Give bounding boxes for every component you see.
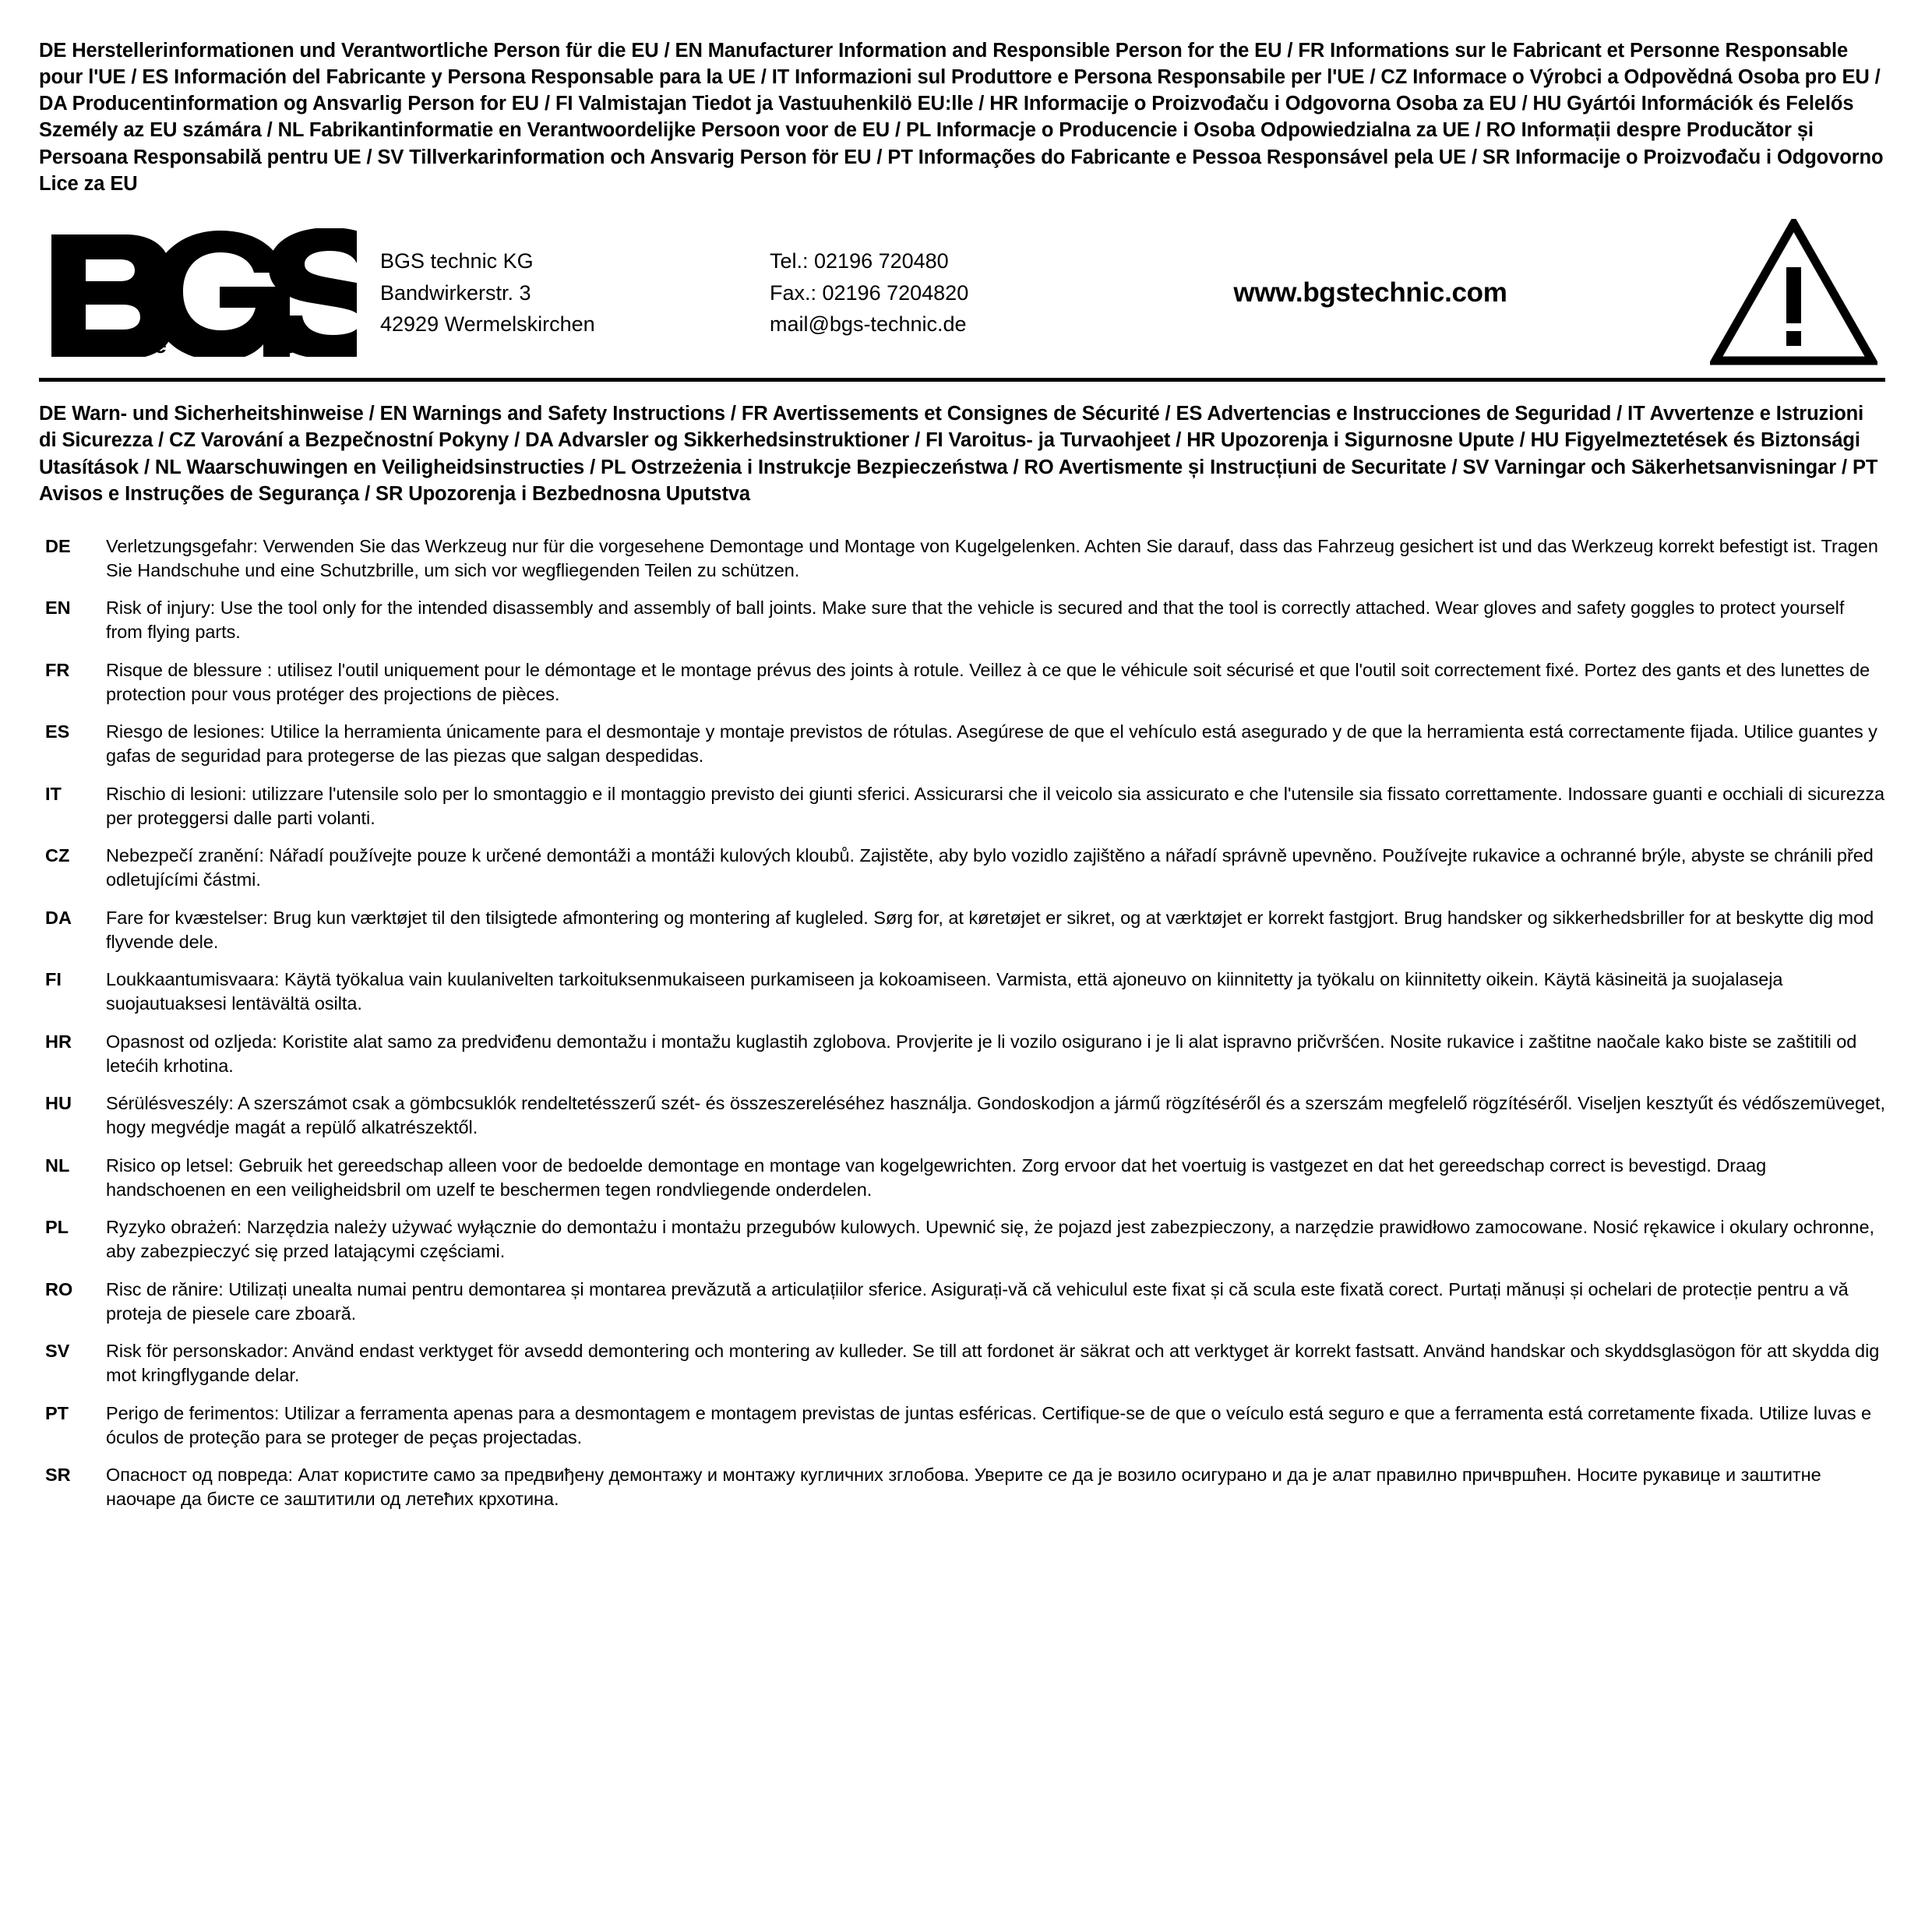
warning-text: Nebezpečí zranění: Nářadí používejte pouze k určené demontáži a montáži kulových kloubů. Zajistěte, aby bylo vozidlo zajištěno a nářadí správně upevněno. Používejte rukavice a ochranné brýle, abyste se chránili před odletujícími částmi. xyxy=(106,845,1874,890)
language-code: SV xyxy=(45,1341,70,1362)
svg-text:t e c h n i c: t e c h n i c xyxy=(132,333,300,358)
warning-text: Risk of injury: Use the tool only for the intended disassembly and assembly of ball joints. Make sure that the vehicle is secured and that the tool is correctly attached. Wear gloves and safety goggles to protect yourself from flying parts. xyxy=(106,598,1845,643)
manufacturer-info-heading: DE Herstellerinformationen und Verantwortliche Person für die EU / EN Manufacturer Information and Responsible Person for the EU / FR Informations sur le Fabricant et Personne Responsable pour l'UE / ES Información del Fabricante y Persona Responsable para la UE / IT Informazioni sul Produttore e Persona Responsabile per l'UE / CZ Informace o Výrobci a Odpovědná Osoba pro EU / DA Producentinformation og Ansvarlig Person for EU / FI Valmistajan Tiedot ja Vastuuhenkilö EU:lle / HR Informacije o Proizvođaču i Odgovorna Osoba za EU / HU Gyártói Információk és Felelős Személy az EU számára / NL Fabrikantinformatie en Verantwoordelijke Persoon voor de EU / PL Informacje o Producencie i Osoba Odpowiedzialna za UE / RO Informații despre Producător și Persoana Responsabilă pentru UE / SV Tillverkarinformation och Ansvarig Person för EU / PT Informações do Fabricante e Pessoa Responsável pela UE / SR Informacije o Proizvođaču i Odgovorno Lice za EU xyxy=(39,40,1884,195)
warning-text: Riesgo de lesiones: Utilice la herramienta únicamente para el desmontaje y montaje previstos de rótulas. Asegúrese de que el vehículo está asegurado y de que la herramienta está correctamente fijada. Utilice guantes y gafas de seguridad para protegerse de las piezas que salgan despedidas. xyxy=(106,721,1877,767)
document-header xyxy=(39,214,1885,382)
phone-line: Tel.: 02196 720480 xyxy=(770,249,949,273)
website-wrap xyxy=(1066,277,1690,308)
list-item xyxy=(39,844,1885,893)
language-code: EN xyxy=(45,598,71,619)
bgs-logo xyxy=(39,228,372,357)
language-code: CZ xyxy=(45,845,70,866)
list-item xyxy=(39,1091,1885,1141)
fax-line: Fax.: 02196 7204820 xyxy=(770,280,969,305)
warning-text: Ryzyko obrażeń: Narzędzia należy używać wyłącznie do demontażu i montażu przegubów kulowych. Upewnić się, że pojazd jest zabezpieczony, a narzędzie prawidłowo zamocowane. Nosić rękawice i okulary ochronne, aby zabezpieczyć się przed latającymi częściami. xyxy=(106,1217,1874,1262)
list-item xyxy=(39,1215,1885,1264)
company-contact xyxy=(770,245,1066,340)
list-item xyxy=(39,1278,1885,1327)
language-code: NL xyxy=(45,1155,70,1176)
safety-instructions-heading: DE Warn- und Sicherheitshinweise / EN Warnings and Safety Instructions / FR Avertissements et Consignes de Sécurité / ES Advertencias e Instrucciones de Seguridad / IT Avvertenze e Istruzioni di Sicurezza / CZ Varování a Bezpečnostní Pokyny / DA Advarsler og Sikkerhedsinstruktioner / FI Varoitus- ja Turvaohjeet / HR Upozorenja i Sigurnosne Upute / HU Figyelmeztetések és Biztonsági Utasítások / NL Waarschuwingen en Veiligheidsinstructies / PL Ostrzeżenia i Instrukcje Bezpieczeństwa / RO Avertismente și Instrucțiuni de Securitate / SV Varningar och Säkerhetsanvisningar / PT Avisos e Instruções de Segurança / SR Upozorenja i Bezbednosna Uputstva xyxy=(39,402,1878,506)
warning-text: Fare for kvæstelser: Brug kun værktøjet til den tilsigtede afmontering og montering af kugleled. Sørg for, at køretøjet er sikret, og at værktøjet er korrekt fastgjort. Brug handsker og sikkerhedsbriller for at beskytte dig mod flyvende dele. xyxy=(106,907,1874,952)
website-url[interactable]: www.bgstechnic.com xyxy=(1233,277,1507,308)
language-code: PL xyxy=(45,1217,69,1238)
warning-text: Опасност од повреда: Алат користите само за предвиђену демонтажу и монтажу кугличних зглобова. Уверите се да је возило осигурано и да је алат правилно причвршћен. Носите рукавице и заштитне наочаре да бисте се заштитили од летећих крхотина. xyxy=(106,1465,1821,1510)
warning-text: Risc de rănire: Utilizați unealta numai pentru demontarea și montarea prevăzută a articulațiilor sferice. Asigurați-vă că vehiculul este fixat și că scula este fixată corect. Purtați mănuși și ochelari de protecție pentru a vă proteja de piesele care zboară. xyxy=(106,1278,1849,1324)
svg-text:R: R xyxy=(343,234,352,247)
warning-text: Risk för personskador: Använd endast verktyget för avsedd demontering och montering av kulleder. Se till att fordonet är säkrat och att verktyget är korrekt fastsatt. Använd handskar och skyddsglasögon för att skydda dig mot kringflygande delar. xyxy=(106,1341,1880,1386)
company-address-block xyxy=(372,245,1066,340)
list-item xyxy=(39,1154,1885,1203)
warning-text: Verletzungsgefahr: Verwenden Sie das Werkzeug nur für die vorgesehene Demontage und Montage von Kugelgelenken. Achten Sie darauf, dass das Fahrzeug gesichert ist und das Werkzeug korrekt befestigt ist. Tragen Sie Handschuhe und eine Schutzbrille, um sich vor wegfliegenden Teilen zu schützen. xyxy=(106,535,1878,580)
list-item xyxy=(39,534,1885,583)
list-item xyxy=(39,596,1885,645)
language-code: ES xyxy=(45,721,70,742)
list-item xyxy=(39,782,1885,831)
address-line: 42929 Wermelskirchen xyxy=(380,312,595,337)
list-item xyxy=(39,968,1885,1017)
list-item xyxy=(39,1339,1885,1388)
language-code: SR xyxy=(45,1465,71,1486)
email-line[interactable]: mail@bgs-technic.de xyxy=(770,312,967,337)
warning-text: Risico op letsel: Gebruik het gereedschap alleen voor de bedoelde demontage en montage van kogelgewrichten. Zorg ervoor dat het voertuig is vastgezet en dat het gereedschap correct is bevestigd. Draag handschoenen en een veiligheidsbril om uzelf te beschermen tegen rondvliegende onderdelen. xyxy=(106,1155,1767,1200)
warning-text: Loukkaantumisvaara: Käytä työkalua vain kuulanivelten tarkoituksenmukaiseen purkamiseen ja kokoamiseen. Varmista, että ajoneuvo on kiinnitetty ja työkalu on kiinnitetty oikein. Käytä käsineitä ja suojalaseja suojautuaksesi lentävältä osilta. xyxy=(106,969,1783,1014)
company-address xyxy=(380,245,770,340)
warnings-list xyxy=(39,534,1885,1512)
language-code: HU xyxy=(45,1093,72,1114)
list-item xyxy=(39,658,1885,707)
address-line: Bandwirkerstr. 3 xyxy=(380,280,531,305)
warning-text: Rischio di lesioni: utilizzare l'utensile solo per lo smontaggio e il montaggio previsto dei giunti sferici. Assicurarsi che il veicolo sia assicurato e che l'utensile sia fissato correttamente. Indossare guanti e occhiali di sicurezza per proteggersi dalle parti volanti. xyxy=(106,783,1885,828)
language-code: FR xyxy=(45,659,70,680)
warning-text: Risque de blessure : utilisez l'outil uniquement pour le démontage et le montage prévus des joints à rotule. Veillez à ce que le véhicule soit sécurisé et que l'outil soit correctement fixé. Portez des gants et des lunettes de protection pour vous protéger des projections de pièces. xyxy=(106,659,1870,704)
language-code: IT xyxy=(45,783,62,804)
language-code: HR xyxy=(45,1031,72,1052)
list-item xyxy=(39,1463,1885,1512)
warning-text: Opasnost od ozljeda: Koristite alat samo za predviđenu demontažu i montažu kuglastih zglobova. Provjerite je li vozilo osigurano i je li alat ispravno pričvršćen. Nosite rukavice i zaštitne naočale kako biste se zaštitili od letećih krhotina. xyxy=(106,1031,1857,1076)
warning-triangle-icon xyxy=(1710,219,1877,367)
warning-text: Sérülésveszély: A szerszámot csak a gömbcsuklók rendeltetésszerű szét- és összeszereléséhez használja. Gondoskodjon a jármű rögzítéséről és a szerszám megfelelő rögzítéséről. Viseljen kesztyűt és védőszemüveget, hogy megvédje magát a repülő alkatrészektől. xyxy=(106,1093,1885,1138)
language-code: FI xyxy=(45,969,62,990)
list-item xyxy=(39,906,1885,955)
list-item xyxy=(39,720,1885,769)
language-code: PT xyxy=(45,1402,69,1423)
language-code: DE xyxy=(45,535,71,556)
list-item xyxy=(39,1401,1885,1451)
language-code: RO xyxy=(45,1278,73,1299)
language-code: DA xyxy=(45,907,72,928)
warning-sign-wrap xyxy=(1690,219,1885,367)
list-item xyxy=(39,1030,1885,1079)
bgs-logo-svg xyxy=(45,228,357,357)
address-line: BGS technic KG xyxy=(380,249,534,273)
warning-text: Perigo de ferimentos: Utilizar a ferramenta apenas para a desmontagem e montagem previstas de juntas esféricas. Certifique-se de que o veículo está seguro e que a ferramenta está corretamente fixada. Utilize luvas e óculos de proteção para se proteger de peças projectadas. xyxy=(106,1402,1872,1447)
